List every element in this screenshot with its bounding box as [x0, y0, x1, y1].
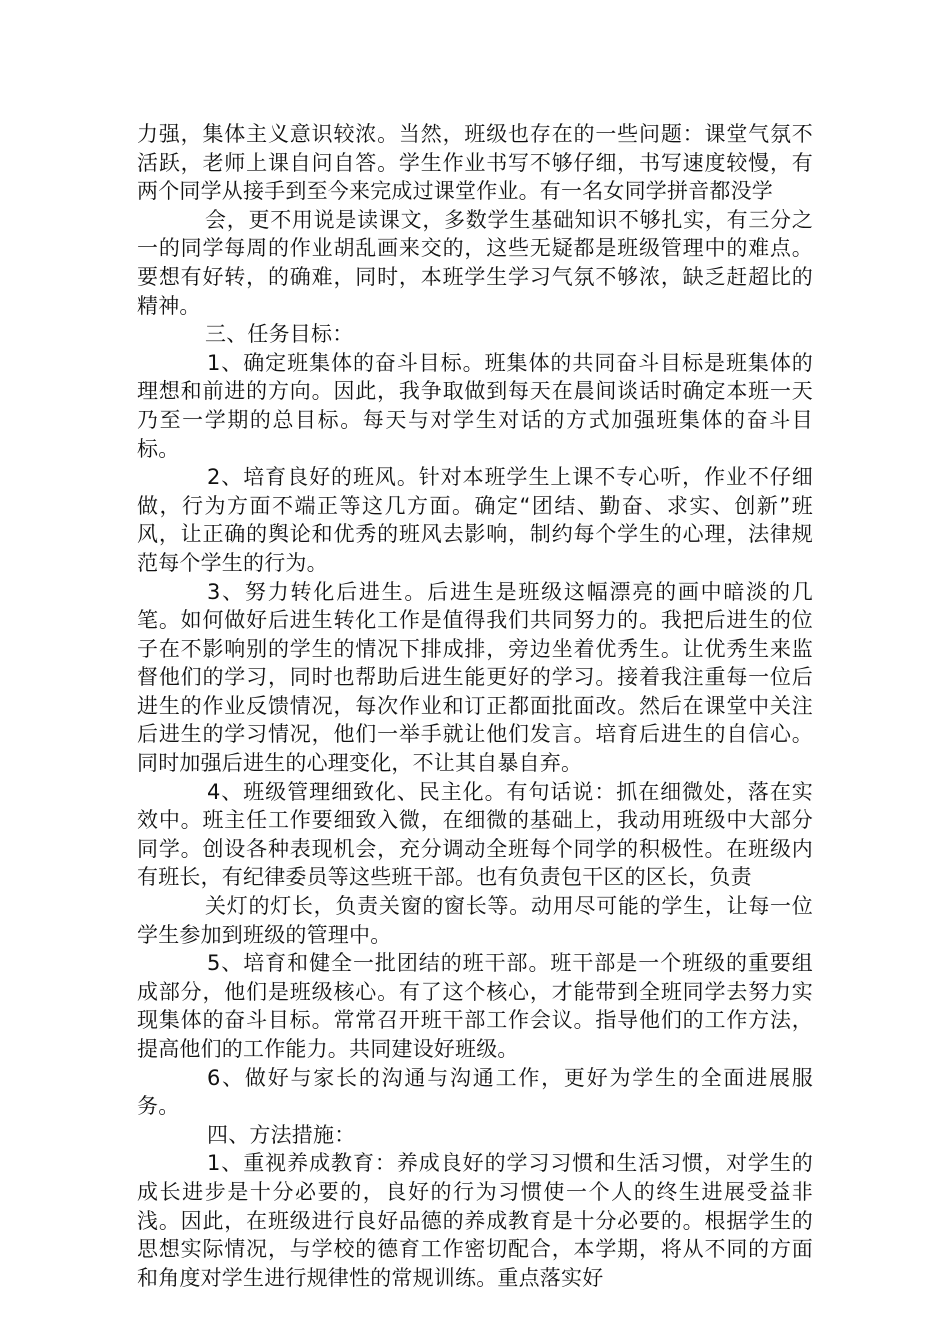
paragraph-2: 会，更不用说是读课文，多数学生基础知识不够扎实，有三分之一的同学每周的作业胡乱画来交的，这些无疑都是班级管理中的难点。要想有好转，的确难，同时，本班学生学习气氛不够浓，缺乏赶超比的精神。 — [137, 207, 813, 318]
paragraph-goal-3: 3、努力转化后进生。后进生是班级这幅漂亮的画中暗淡的几笔。如何做好后进生转化工作是值得我们共同努力的。我把后进生的位子在不影响别的学生的情况下排成排，旁边坐着优秀生。让优秀生来监督他们的学习，同时也帮助后进生能更好的学习。接着我注重每一位后进生的作业反馈情况，每次作业和订正都面批面改。然后在课堂中关注后进生的学习情况，他们一举手就让他们发言。培育后进生的自信心。同时加强后进生的心理变化，不让其自暴自弃。 — [137, 579, 813, 776]
paragraph-goal-6: 6、做好与家长的沟通与沟通工作，更好为学生的全面进展服务。 — [137, 1065, 813, 1119]
paragraph-goal-2: 2、培育良好的班风。针对本班学生上课不专心听，作业不仔细做，行为方面不端正等这几方面。确定“团结、勤奋、求实、创新”班风，让正确的舆论和优秀的班风去影响，制约每个学生的心理，法律规范每个学生的行为。 — [137, 465, 813, 575]
paragraph-goal-5: 5、培育和健全一批团结的班干部。班干部是一个班级的重要组成部分，他们是班级核心。有了这个核心，才能带到全班同学去努力实现集体的奋斗目标。常常召开班干部工作会议。指导他们的工作方法，提高他们的工作能力。共同建设好班级。 — [137, 951, 813, 1061]
document-body — [137, 120, 813, 1292]
paragraph-method-1: 1、重视养成教育：养成良好的学习习惯和生活习惯，对学生的成长进步是十分必要的，良好的行为习惯使一个人的终生进展受益非浅。因此，在班级进行良好品德的养成教育是十分必要的。根据学生的思想实际情况，与学校的德育工作密切配合，本学期，将从不同的方面和角度对学生进行规律性的常规训练。重点落实好 — [137, 1151, 813, 1290]
paragraph-1: 力强，集体主义意识较浓。当然，班级也存在的一些问题：课堂气氛不活跃，老师上课自问自答。学生作业书写不够仔细，书写速度较慢，有两个同学从接手到至今来完成过课堂作业。有一名女同学拼音都没学 — [137, 122, 813, 204]
paragraph-goal-1: 1、确定班集体的奋斗目标。班集体的共同奋斗目标是班集体的理想和前进的方向。因此，我争取做到每天在晨间谈话时确定本班一天乃至一学期的总目标。每天与对学生对话的方式加强班集体的奋斗目标。 — [137, 350, 813, 461]
section-heading-task-goals: 三、任务目标： — [205, 322, 354, 347]
paragraph-goal-4: 4、班级管理细致化、民主化。有句话说：抓在细微处，落在实效中。班主任工作要细致入微，在细微的基础上，我动用班级中大部分同学。创设各种表现机会，充分调动全班每个同学的积极性。在班级内有班长，有纪律委员等这些班干部。也有负责包干区的区长，负责 — [137, 779, 813, 890]
paragraph-goal-4-continued: 关灯的灯长，负责关窗的窗长等。动用尽可能的学生，让每一位学生参加到班级的管理中。 — [137, 894, 813, 947]
section-heading-methods: 四、方法措施： — [207, 1122, 356, 1147]
